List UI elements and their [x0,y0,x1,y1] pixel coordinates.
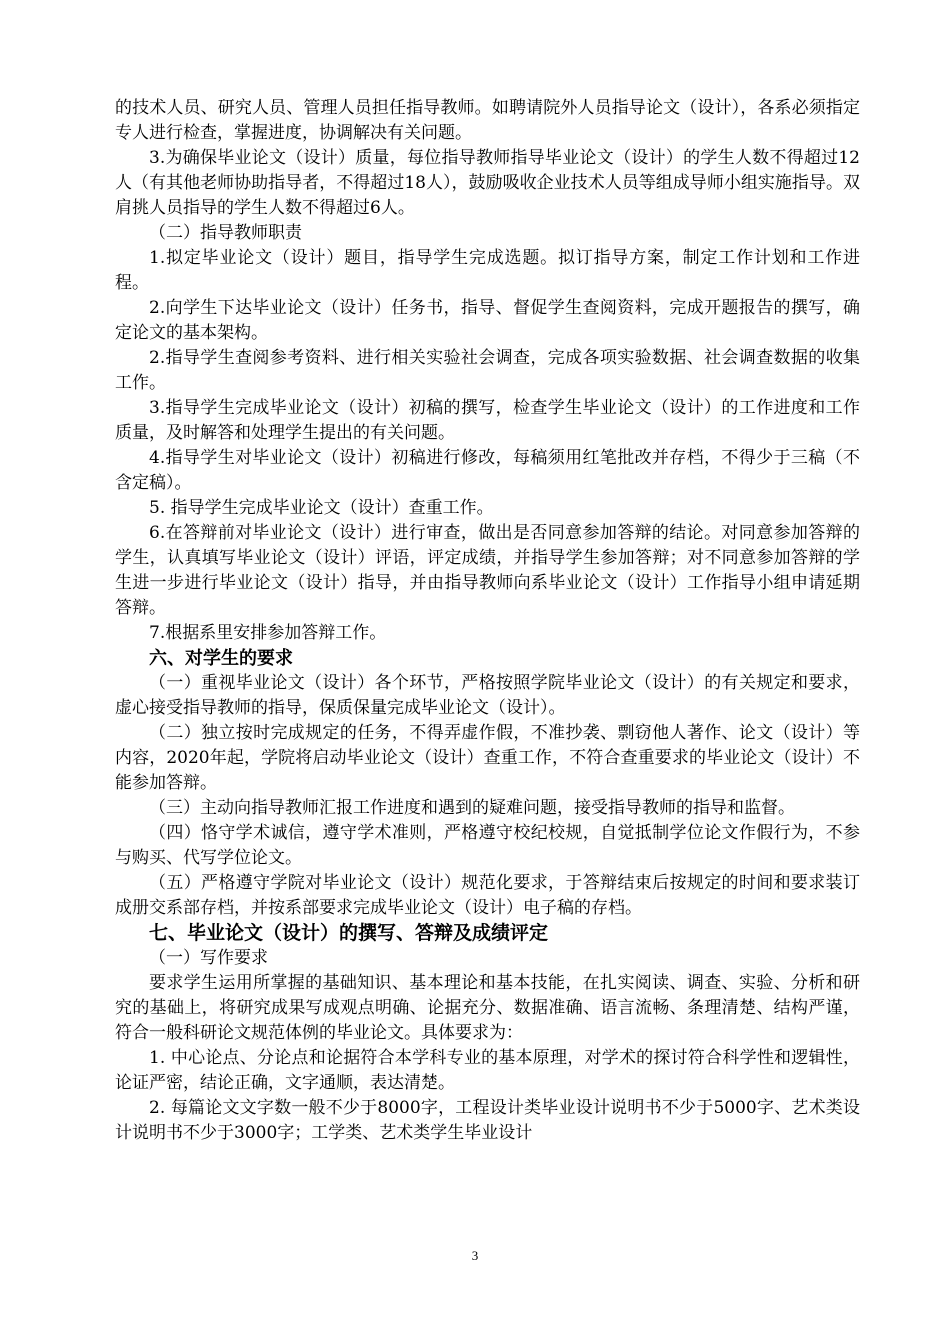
paragraph-advisor-limit: 3.为确保毕业论文（设计）质量，每位指导教师指导毕业论文（设计）的学生人数不得超过12人（有其他老师协助指导者，不得超过18人），鼓励吸收企业技术人员等组成导师小组实施指导。双肩挑人员指导的学生人数不得超过6人。 [115,148,860,218]
writing-item-2: 2. 每篇论文文字数一般不少于8000字，工程设计类毕业设计说明书不少于5000字、艺术类设计说明书不少于3000字；工学类、艺术类学生毕业设计 [115,1098,860,1143]
writing-item-1: 1. 中心论点、分论点和论据符合本学科专业的基本原理，对学术的探讨符合科学性和逻辑性，论证严密，结论正确，文字通顺，表达清楚。 [115,1048,860,1093]
duty-item-5: 5. 指导学生完成毕业论文（设计）查重工作。 [149,498,494,518]
requirement-item-5: （五）严格遵守学院对毕业论文（设计）规范化要求，于答辩结束后按规定的时间和要求装订成册交系部存档，并按系部要求完成毕业论文（设计）电子稿的存档。 [115,873,860,918]
section-heading-thesis-writing: 七、毕业论文（设计）的撰写、答辩及成绩评定 [149,922,549,944]
duty-item-2: 2.向学生下达毕业论文（设计）任务书，指导、督促学生查阅资料，完成开题报告的撰写，确定论文的基本架构。 [115,298,860,343]
duty-item-2b: 2.指导学生查阅参考资料、进行相关实验社会调查，完成各项实验数据、社会调查数据的收集工作。 [115,348,860,393]
duty-item-4: 4.指导学生对毕业论文（设计）初稿进行修改，每稿须用红笔批改并存档，不得少于三稿（不含定稿）。 [115,448,860,493]
subheading-advisor-duties: （二）指导教师职责 [149,223,302,243]
duty-item-7: 7.根据系里安排参加答辩工作。 [149,623,387,643]
page-number: 3 [471,1248,479,1263]
subheading-writing-requirements: （一）写作要求 [149,948,268,968]
requirement-item-3: （三）主动向指导教师汇报工作进度和遇到的疑难问题，接受指导教师的指导和监督。 [149,798,795,818]
document-body [115,96,860,1146]
duty-item-6: 6.在答辩前对毕业论文（设计）进行审查，做出是否同意参加答辩的结论。对同意参加答辩的学生，认真填写毕业论文（设计）评语，评定成绩，并指导学生参加答辩；对不同意参加答辩的学生进一步进行毕业论文（设计）指导，并由指导教师向系毕业论文（设计）工作指导小组申请延期答辩。 [115,523,860,618]
requirement-item-2: （二）独立按时完成规定的任务，不得弄虚作假，不准抄袭、剽窃他人著作、论文（设计）等内容，2020年起，学院将启动毕业论文（设计）查重工作，不符合查重要求的毕业论文（设计）不能参加答辩。 [115,723,860,793]
duty-item-1: 1.拟定毕业论文（设计）题目，指导学生完成选题。拟订指导方案，制定工作计划和工作进程。 [115,248,860,293]
duty-item-3: 3.指导学生完成毕业论文（设计）初稿的撰写，检查学生毕业论文（设计）的工作进度和工作质量，及时解答和处理学生提出的有关问题。 [115,398,860,443]
paragraph-continuation: 的技术人员、研究人员、管理人员担任指导教师。如聘请院外人员指导论文（设计），各系必须指定专人进行检查，掌握进度，协调解决有关问题。 [115,98,860,143]
paragraph-writing-overview: 要求学生运用所掌握的基础知识、基本理论和基本技能，在扎实阅读、调查、实验、分析和研究的基础上，将研究成果写成观点明确、论据充分、数据准确、语言流畅、条理清楚、结构严谨，符合一般科研论文规范体例的毕业论文。具体要求为： [115,973,860,1043]
section-heading-student-requirements: 六、对学生的要求 [149,648,293,669]
requirement-item-4: （四）恪守学术诚信，遵守学术准则，严格遵守校纪校规，自觉抵制学位论文作假行为，不参与购买、代写学位论文。 [115,823,860,868]
requirement-item-1: （一）重视毕业论文（设计）各个环节，严格按照学院毕业论文（设计）的有关规定和要求，虚心接受指导教师的指导，保质保量完成毕业论文（设计）。 [115,673,860,718]
